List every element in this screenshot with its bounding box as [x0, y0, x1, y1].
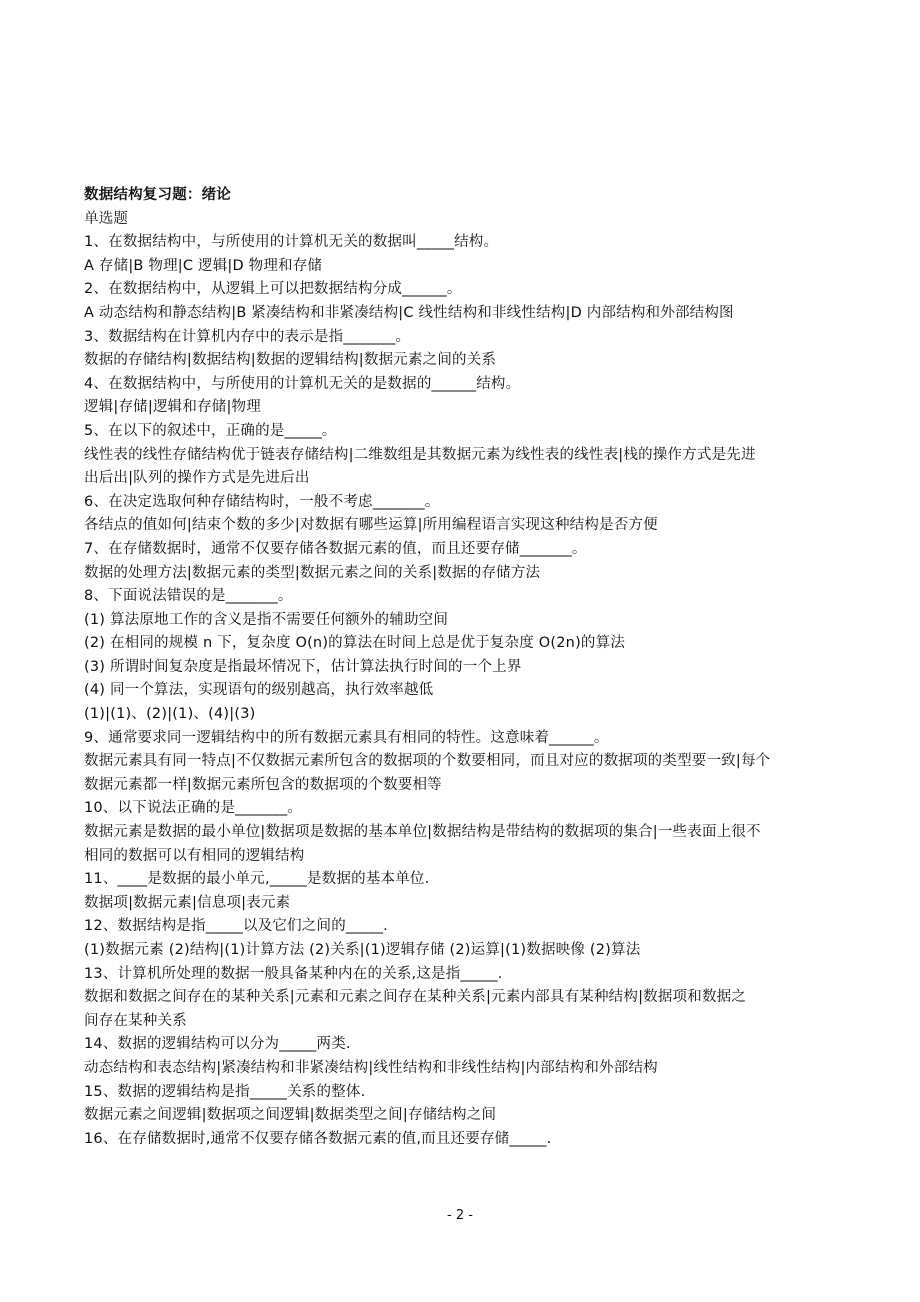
text-line: 数据的存储结构|数据结构|数据的逻辑结构|数据元素之间的关系 [84, 352, 497, 369]
text-line: 6、在决定选取何种存储结构时，一般不考虑_______。 [84, 493, 440, 510]
text-line: 12、数据结构是指_____以及它们之间的_____. [84, 918, 388, 935]
text-line: (1)|(1)、(2)|(1)、(4)|(3) [84, 706, 256, 723]
text-line: (2) 在相同的规模 n 下，复杂度 O(n)的算法在时间上总是优于复杂度 O(2n)的算法 [84, 635, 626, 652]
text-line: (1) 算法原地工作的含义是指不需要任何额外的辅助空间 [84, 611, 449, 628]
text-line: 1、在数据结构中，与所使用的计算机无关的数据叫_____结构。 [84, 234, 499, 251]
text-line: 2、在数据结构中，从逻辑上可以把数据结构分成______。 [84, 281, 462, 298]
text-line: 数据和数据之间存在的某种关系|元素和元素之间存在某种关系|元素内部具有某种结构|数据项和数据之 [84, 989, 747, 1006]
text-line: 5、在以下的叙述中，正确的是_____。 [84, 422, 337, 439]
text-line: (4) 同一个算法，实现语句的级别越高，执行效率越低 [84, 682, 434, 699]
text-line: 各结点的值如何|结束个数的多少|对数据有哪些运算|所用编程语言实现这种结构是否方便 [84, 517, 658, 534]
text-line: 10、以下说法正确的是_______。 [84, 800, 302, 817]
text-line: 线性表的线性存储结构优于链表存储结构|二维数组是其数据元素为线性表的线性表|栈的操作方式是先进 [84, 446, 756, 463]
text-line: 数据元素是数据的最小单位|数据项是数据的基本单位|数据结构是带结构的数据项的集合|一些表面上很不 [84, 824, 761, 841]
text-line: 数据项|数据元素|信息项|表元素 [84, 894, 291, 911]
text-line: (3) 所谓时间复杂度是指最坏情况下，估计算法执行时间的一个上界 [84, 658, 522, 675]
text-line: 8、下面说法错误的是_______。 [84, 588, 293, 605]
text-line: 4、在数据结构中，与所使用的计算机无关的是数据的______结构。 [84, 375, 521, 392]
text-line: 16、在存储数据时,通常不仅要存储各数据元素的值,而且还要存储_____. [84, 1130, 552, 1147]
text-line: A 动态结构和静态结构|B 紧凑结构和非紧凑结构|C 线性结构和非线性结构|D 内部结构和外部结构图 [84, 304, 734, 321]
text-line: 15、数据的逻辑结构是指_____关系的整体. [84, 1083, 366, 1100]
text-line: 11、____是数据的最小单元,_____是数据的基本单位. [84, 871, 430, 888]
text-line: 逻辑|存储|逻辑和存储|物理 [84, 399, 261, 416]
question-list [84, 231, 854, 1151]
document-body [84, 184, 854, 1151]
text-line: 数据元素之间逻辑|数据项之间逻辑|数据类型之间|存储结构之间 [84, 1107, 497, 1124]
text-line: 数据元素都一样|数据元素所包含的数据项的个数要相等 [84, 776, 442, 793]
text-line: 相同的数据可以有相同的逻辑结构 [84, 847, 305, 864]
page-number: - 2 - [447, 1208, 473, 1223]
text-line: A 存储|B 物理|C 逻辑|D 物理和存储 [84, 257, 323, 274]
text-line: 13、计算机所处理的数据一般具备某种内在的关系,这是指_____. [84, 965, 503, 982]
section-heading: 单选题 [84, 210, 129, 227]
text-line: 出后出|队列的操作方式是先进后出 [84, 470, 310, 487]
text-line: 9、通常要求同一逻辑结构中的所有数据元素具有相同的特性。这意味着______。 [84, 729, 609, 746]
text-line: 动态结构和表态结构|紧凑结构和非紧凑结构|线性结构和非线性结构|内部结构和外部结构 [84, 1059, 658, 1076]
text-line: (1)数据元素 (2)结构|(1)计算方法 (2)关系|(1)逻辑存储 (2)运算|(1)数据映像 (2)算法 [84, 942, 641, 958]
document-title: 数据结构复习题：绪论 [84, 187, 231, 203]
text-line: 14、数据的逻辑结构可以分为_____两类. [84, 1036, 351, 1053]
text-line: 间存在某种关系 [84, 1012, 187, 1029]
text-line: 3、数据结构在计算机内存中的表示是指_______。 [84, 328, 411, 345]
text-line: 数据元素具有同一特点|不仅数据元素所包含的数据项的个数要相同，而且对应的数据项的类型要一致|每个 [84, 753, 771, 770]
text-line: 7、在存储数据时，通常不仅要存储各数据元素的值，而且还要存储_______。 [84, 540, 587, 557]
text-line: 数据的处理方法|数据元素的类型|数据元素之间的关系|数据的存储方法 [84, 564, 541, 581]
